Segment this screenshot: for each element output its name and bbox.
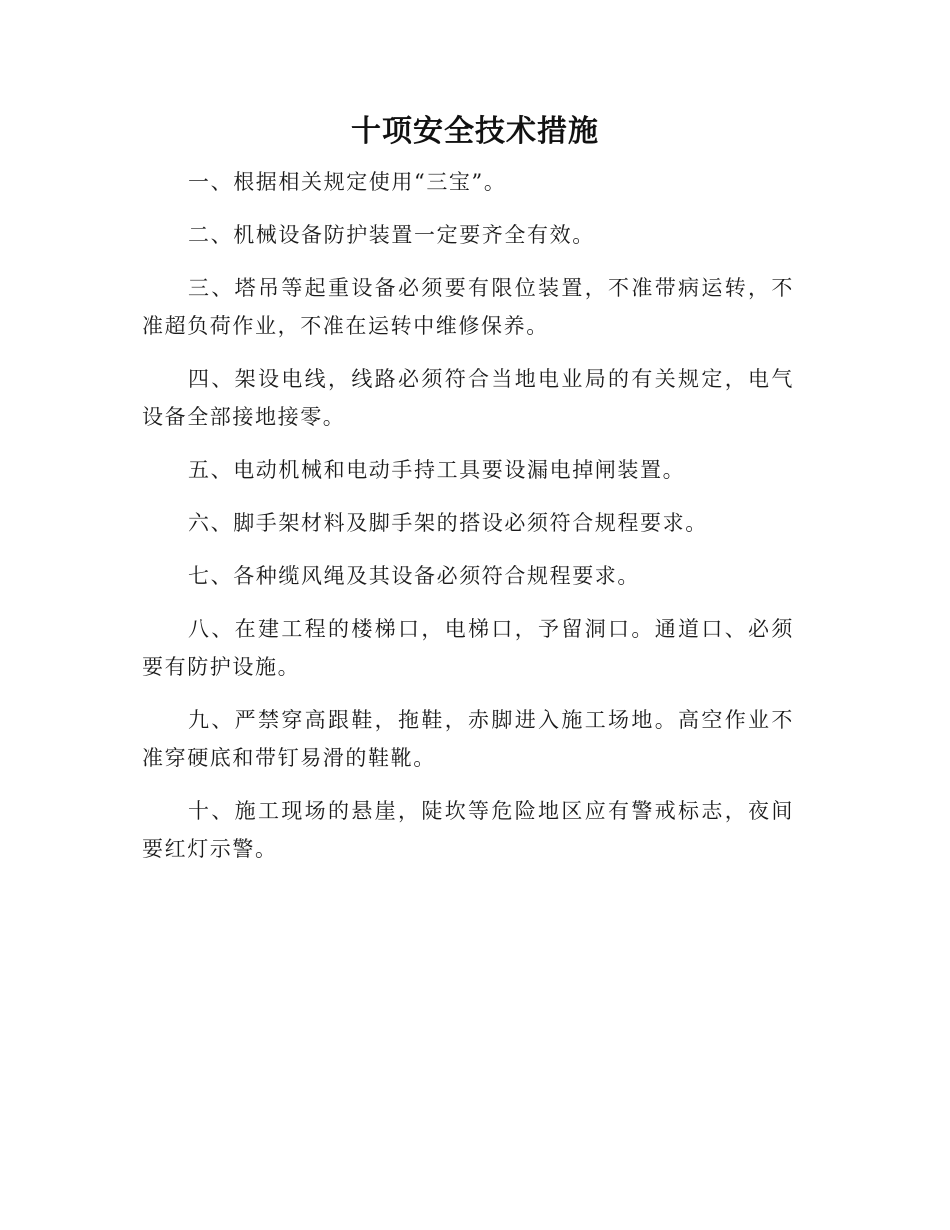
measure-item-3: 三、塔吊等起重设备必须要有限位装置，不准带病运转，不准超负荷作业，不准在运转中维修保养。: [142, 276, 794, 338]
measure-item-1: 一、根据相关规定使用“三宝”。: [188, 170, 507, 194]
measure-item-6: 六、脚手架材料及脚手架的搭设必须符合规程要求。: [188, 511, 708, 535]
measure-item-5: 五、电动机械和电动手持工具要设漏电掉闸装置。: [188, 458, 686, 482]
document-title: 十项安全技术措施: [351, 114, 599, 149]
measure-item-7: 七、各种缆风绳及其设备必须符合规程要求。: [188, 564, 640, 588]
measure-item-4: 四、架设电线，线路必须符合当地电业局的有关规定，电气设备全部接地接零。: [142, 367, 794, 429]
document-body: [142, 163, 794, 883]
measure-item-9: 九、严禁穿高跟鞋，拖鞋，赤脚进入施工场地。高空作业不准穿硬底和带钉易滑的鞋靴。: [142, 708, 794, 770]
measure-item-10: 十、施工现场的悬崖，陡坎等危险地区应有警戒标志，夜间要红灯示警。: [142, 799, 794, 861]
measure-item-8: 八、在建工程的楼梯口，电梯口，予留洞口。通道口、必须要有防护设施。: [142, 617, 794, 679]
measure-item-2: 二、机械设备防护装置一定要齐全有效。: [188, 223, 595, 247]
